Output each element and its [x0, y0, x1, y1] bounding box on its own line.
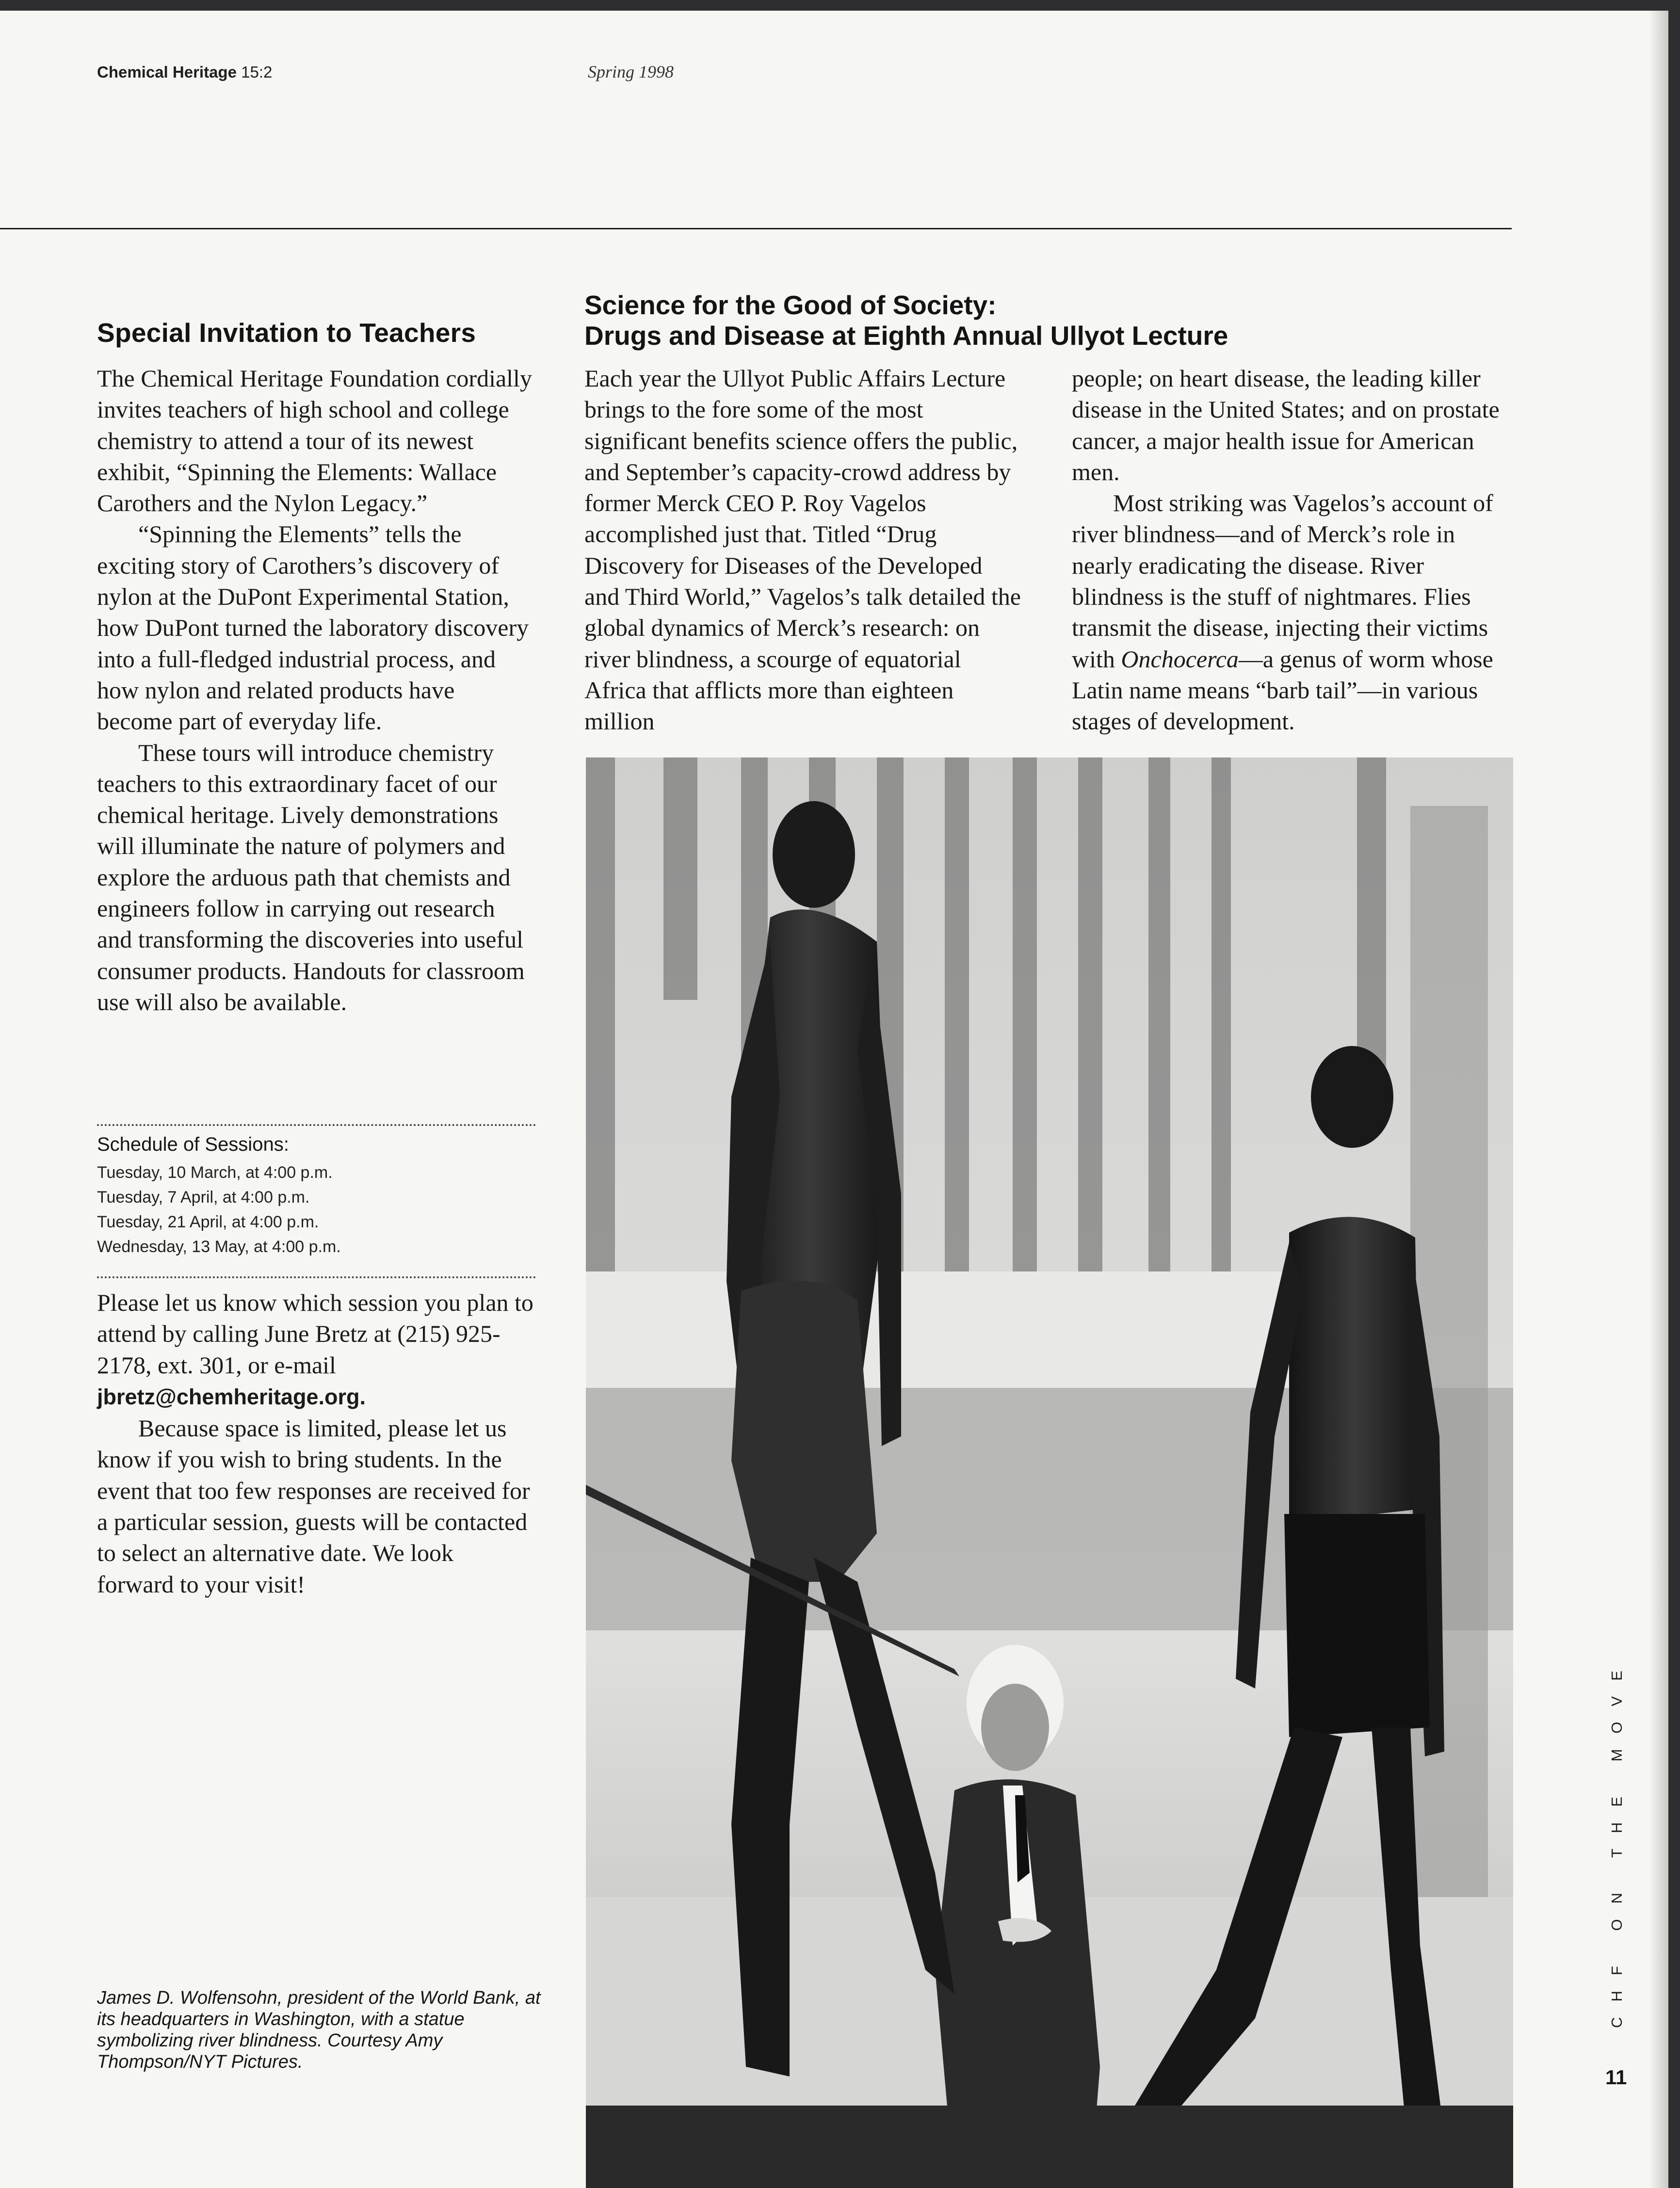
contact-paragraph	[97, 1287, 533, 1413]
ullyot-p3-text-a: Most striking was Vagelos’s account of river blindness—and of Merck’s role in nearly eradicating the disease. River blindness is the stuff of nightmares. Flies transmit the disease, injecting their victims with	[1072, 489, 1493, 673]
ullyot-p3-text-b: —a genus of worm whose Latin name means “barb tail”—in various stages of development.	[1072, 645, 1493, 735]
ullyot-title-line1: Science for the Good of Society:	[584, 290, 997, 320]
photo-caption: James D. Wolfensohn, president of the World Bank, at its headquarters in Washington, with a statue symbolizing river blindness. Courtesy Amy Thompson/NYT Pictures.	[97, 1988, 541, 2072]
ullyot-paragraph-1: Each year the Ullyot Public Affairs Lecture brings to the fore some of the most significant benefits science offers the public, and September’s capacity-crowd address by former Merck CEO P. Roy Vagelos accomplished just that. Titled “Drug Discovery for Diseases of the Developed and Third World,” Vagelos’s talk detailed the global dynamics of Merck’s research: on river blindness, a scourge of equatorial Africa that afflicts more than eighteen million	[584, 365, 1021, 735]
schedule-item: Tuesday, 10 March, at 4:00 p.m.	[97, 1163, 333, 1182]
teachers-paragraph-3: These tours will introduce chemistry teachers to this extraordinary facet of our chemical heritage. Lively demonstrations will illuminate the nature of polymers and explore the arduous path that chemists and engineers follow in carrying out research and transforming the discoveries into useful consumer products. Handouts for classroom use will also be available.	[97, 739, 525, 1015]
schedule-item: Tuesday, 21 April, at 4:00 p.m.	[97, 1213, 319, 1231]
section-label-vertical: CHF ON THE MOVE	[1608, 1655, 1625, 2028]
statue-photo	[586, 757, 1513, 2188]
schedule-item: Tuesday, 7 April, at 4:00 p.m.	[97, 1188, 310, 1207]
ullyot-paragraph-2: people; on heart disease, the leading killer disease in the United States; and on prostate cancer, a major health issue for American men.	[1072, 365, 1500, 485]
teachers-paragraph-1: The Chemical Heritage Foundation cordially invites teachers of high school and college chemistry to attend a tour of its newest exhibit, “Spinning the Elements: Wallace Carothers and the Nylon Legacy.”	[97, 365, 532, 517]
magazine-page	[0, 11, 1668, 2188]
onchocerca-term: Onchocerca	[1121, 645, 1239, 673]
contact-email-link[interactable]: jbretz@chemheritage.org.	[97, 1384, 366, 1409]
teachers-article-body	[97, 363, 533, 1017]
schedule-title: Schedule of Sessions:	[97, 1134, 289, 1155]
ullyot-column-1	[584, 363, 1021, 737]
ullyot-title-line2: Drugs and Disease at Eighth Annual Ullyot Lecture	[584, 321, 1228, 351]
teachers-article-title: Special Invitation to Teachers	[97, 318, 476, 348]
journal-name: Chemical Heritage	[97, 63, 237, 81]
ullyot-article-title	[584, 290, 1228, 351]
ullyot-paragraph-3	[1072, 487, 1518, 737]
closing-paragraph: Because space is limited, please let us know if you wish to bring students. In the event that too few responses are received for a particular session, guests will be contacted to select an alternative date. We look forward to your visit!	[97, 1415, 530, 1598]
schedule-item: Wednesday, 13 May, at 4:00 p.m.	[97, 1238, 341, 1256]
ullyot-column-2	[1072, 363, 1518, 737]
statue-base	[586, 2106, 1513, 2188]
schedule-box	[97, 1124, 536, 1278]
header-rule	[0, 228, 1512, 229]
page-number: 11	[1605, 2066, 1627, 2089]
contact-text: Please let us know which session you plan to attend by calling June Bretz at (215) 925-2178, ext. 301, or e-mail	[97, 1289, 533, 1379]
teachers-contact-body	[97, 1287, 533, 1600]
teachers-paragraph-2: “Spinning the Elements” tells the exciting story of Carothers’s discovery of nylon at the DuPont Experimental Station, how DuPont turned the laboratory discovery into a full-fledged industrial process, and how nylon and related products have become part of everyday life.	[97, 520, 529, 735]
running-header	[97, 63, 272, 81]
issue-season: Spring 1998	[588, 62, 674, 81]
page-spine-shadow	[1649, 11, 1668, 2188]
journal-issue: 15:2	[241, 63, 273, 81]
